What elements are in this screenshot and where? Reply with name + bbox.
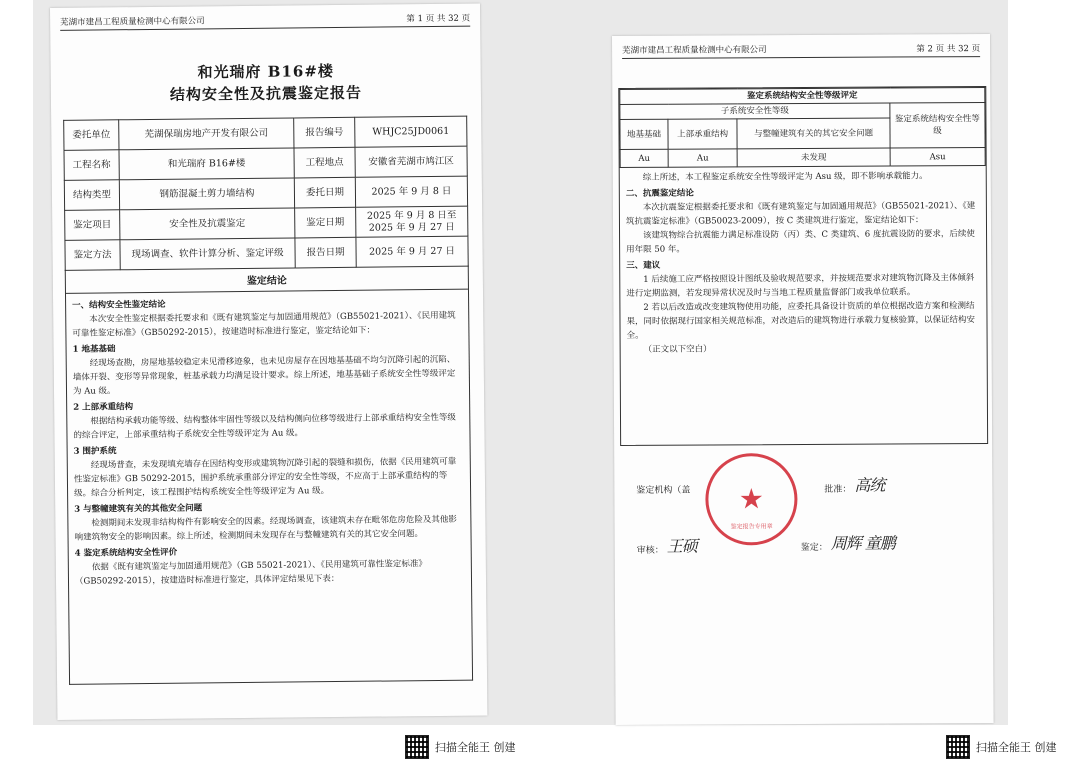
table-header: 与整幢建筑有关的其它安全问题 xyxy=(737,118,890,149)
table-cell: 工程名称 xyxy=(64,150,119,181)
safety-grade-table xyxy=(619,87,985,168)
table-cell: WHJC25JD0061 xyxy=(355,116,467,147)
paragraph: 本次安全性鉴定根据委托要求和《既有建筑鉴定与加固通用规范》（GB55021-2021）、《民用建筑可靠性鉴定标准》（GB50292-2015），按建造时标准进行鉴定，鉴定结论如下： xyxy=(72,310,456,339)
table-cell: 芜湖保瑞房地产开发有限公司 xyxy=(119,118,294,150)
report-page-2 xyxy=(612,34,994,725)
conclusion-box-continued xyxy=(618,86,988,446)
subsection-heading: 3 与整幢建筑有关的其他安全问题 xyxy=(74,503,203,515)
table-cell: 委托单位 xyxy=(64,120,119,151)
header-page-number: 第 1 页 共 32 页 xyxy=(406,13,471,25)
conclusion-box xyxy=(65,266,473,685)
table-header: 上部承重结构 xyxy=(668,119,737,149)
table-header: 子系统安全性等级 xyxy=(620,103,890,119)
report-page-1 xyxy=(50,3,487,719)
appraisal-org-label: 鉴定机构（盖 xyxy=(636,485,691,496)
page-header xyxy=(622,38,980,59)
review-signature: 王硕 xyxy=(666,536,697,556)
page2-body xyxy=(620,166,987,360)
table-cell: Au xyxy=(620,149,668,167)
table-row xyxy=(64,176,467,210)
watermark-label: 扫描全能王 创建 xyxy=(435,741,516,754)
table-header: 地基基础 xyxy=(620,119,668,149)
appraise-label: 鉴定： xyxy=(800,542,828,554)
appraise-signature: 周辉 童鹏 xyxy=(830,533,895,553)
table-cell: 未发现 xyxy=(737,148,890,167)
report-info-table xyxy=(63,116,469,271)
table-row xyxy=(65,206,468,240)
table-cell: 工程地点 xyxy=(294,147,355,178)
subsection-heading: 1 地基基础 xyxy=(72,344,116,355)
table-row xyxy=(64,146,467,180)
table-cell: 委托日期 xyxy=(294,177,355,208)
table-cell: Au xyxy=(668,149,737,167)
table-header: 鉴定系统结构安全性等级 xyxy=(890,103,985,148)
seal-star-icon: ★ xyxy=(738,482,765,516)
table-cell: 安全性及抗震鉴定 xyxy=(120,208,295,240)
conclusion-title: 鉴定结论 xyxy=(66,266,468,294)
official-seal xyxy=(705,453,797,545)
paragraph: 检测期间未发现非结构构件有影响安全的因素。经现场调查，该建筑未存在毗邻危房危险及其他影响建筑物安全的影响因素。综上所述，检测期间未发现存在与整幢建筑有关的其它安全问题。 xyxy=(74,514,457,543)
paragraph: 依据《既有建筑鉴定与加固通用规范》（GB 55021-2021）、《民用建筑可靠性鉴定标准》（GB50292-2015），按建造时标准进行鉴定，具体评定结果见下表： xyxy=(74,559,427,587)
paragraph: 根据结构承载功能等级、结构整体牢固性等级以及结构侧向位移等级进行上部承重结构安全性等级的综合评定，上部承重结构子系统安全性等级评定为 Au 级。 xyxy=(73,412,456,441)
section-heading: 二、抗震鉴定结论 xyxy=(625,188,694,199)
conclusion-body xyxy=(66,290,471,592)
scanner-watermark-left xyxy=(405,735,516,759)
table-title: 鉴定系统结构安全性等级评定 xyxy=(620,88,985,105)
approve-label: 批准： xyxy=(824,484,852,495)
subsection-heading: 4 鉴定系统结构安全性评价 xyxy=(74,547,178,559)
subsection-heading: 3 围护系统 xyxy=(73,446,117,457)
table-cell: 鉴定方法 xyxy=(65,240,120,271)
table-row xyxy=(620,148,985,168)
table-cell: 报告编号 xyxy=(294,117,355,148)
approve-signature: 高统 xyxy=(854,475,885,495)
report-title: 结构安全性及抗震鉴定报告 xyxy=(169,83,362,104)
paragraph: 经现场普查，未发现填充墙存在因结构变形或建筑物沉降引起的裂缝和损伤，依据《民用建筑可靠性鉴定标准》GB 50292-2015，围护系统承重部分评定的安全性等级，不应高于上部承重结构的等级。综合分析判定，该工程围护结构系统安全性等级评定为 Au 级。 xyxy=(73,456,457,499)
table-row xyxy=(620,103,985,120)
report-title-building: 和光瑞府 B16#楼 xyxy=(197,62,334,82)
page-header xyxy=(60,8,470,31)
blank-note: （正文以下空白） xyxy=(643,344,712,355)
table-cell: 2025 年 9 月 8 日 xyxy=(355,176,467,207)
table-cell: 钢筋混凝土剪力墙结构 xyxy=(119,178,294,210)
table-row xyxy=(65,236,468,270)
paragraph: 经现场查勘，房屋地基较稳定未见滑移迹象，也未见房屋存在因地基基础不均匀沉降引起的沉陷、墙体开裂、变形等异常现象，桩基承载力均满足设计要求。综上所述，地基基础子系统安全性等级评定为 Au 级。 xyxy=(72,354,456,397)
table-cell: Asu xyxy=(890,148,985,166)
table-cell: 2025 年 9 月 8 日至 2025 年 9 月 27 日 xyxy=(356,206,468,237)
paragraph: 综上所述，本工程鉴定系统安全性等级评定为 Asu 级，即不影响承载能力。 xyxy=(642,171,928,183)
watermark-label: 扫描全能王 创建 xyxy=(976,741,1057,754)
table-cell: 报告日期 xyxy=(295,237,356,268)
review-label: 审核： xyxy=(636,545,664,556)
subsection-heading: 2 上部承重结构 xyxy=(73,402,134,413)
table-cell: 现场调查、软件计算分析、鉴定评级 xyxy=(120,238,295,270)
qr-code-icon xyxy=(405,735,429,759)
section-heading: 一、结构安全性鉴定结论 xyxy=(72,299,166,311)
table-cell: 结构类型 xyxy=(64,180,119,211)
table-cell: 和光瑞府 B16#楼 xyxy=(119,148,294,180)
table-row xyxy=(64,116,467,150)
qr-code-icon xyxy=(946,735,970,759)
paragraph: 该建筑物综合抗震能力满足标准设防（丙）类、C 类建筑、6 度抗震设防的要求，后续使用年限 50 年。 xyxy=(626,229,975,255)
paragraph: 1 后续施工应严格按照设计图纸及验收规范要求，并按规范要求对建筑物沉降及主体倾斜进行定期监测，若发现异常状况及时与当地工程质量监督部门或我单位联系。 xyxy=(626,273,975,299)
paragraph: 2 若以后改造或改变建筑物使用功能，应委托具备设计资质的单位根据改造方案和检测结果，同时依据现行国家相关规范标准，对改造后的建筑物进行承载力复核验算，以保证结构安全。 xyxy=(626,301,976,341)
scanner-watermark-right xyxy=(946,735,1057,759)
section-heading: 三、建议 xyxy=(626,260,661,271)
table-cell: 2025 年 9 月 27 日 xyxy=(356,236,468,267)
header-page-number: 第 2 页 共 32 页 xyxy=(916,44,981,55)
seal-text: 鉴定报告专用章 xyxy=(730,523,773,531)
header-company: 芜湖市建昌工程质量检测中心有限公司 xyxy=(622,45,767,56)
header-company: 芜湖市建昌工程质量检测中心有限公司 xyxy=(60,16,205,28)
table-cell: 鉴定日期 xyxy=(295,207,356,238)
table-cell: 安徽省芜湖市鸠江区 xyxy=(355,146,467,177)
table-cell: 鉴定项目 xyxy=(65,210,120,241)
paragraph: 本次抗震鉴定根据委托要求和《既有建筑鉴定与加固通用规范》（GB55021-2021）、《建筑抗震鉴定标准》（GB50023-2009），按 C 类建筑进行鉴定，鉴定结论如下： xyxy=(625,201,976,227)
